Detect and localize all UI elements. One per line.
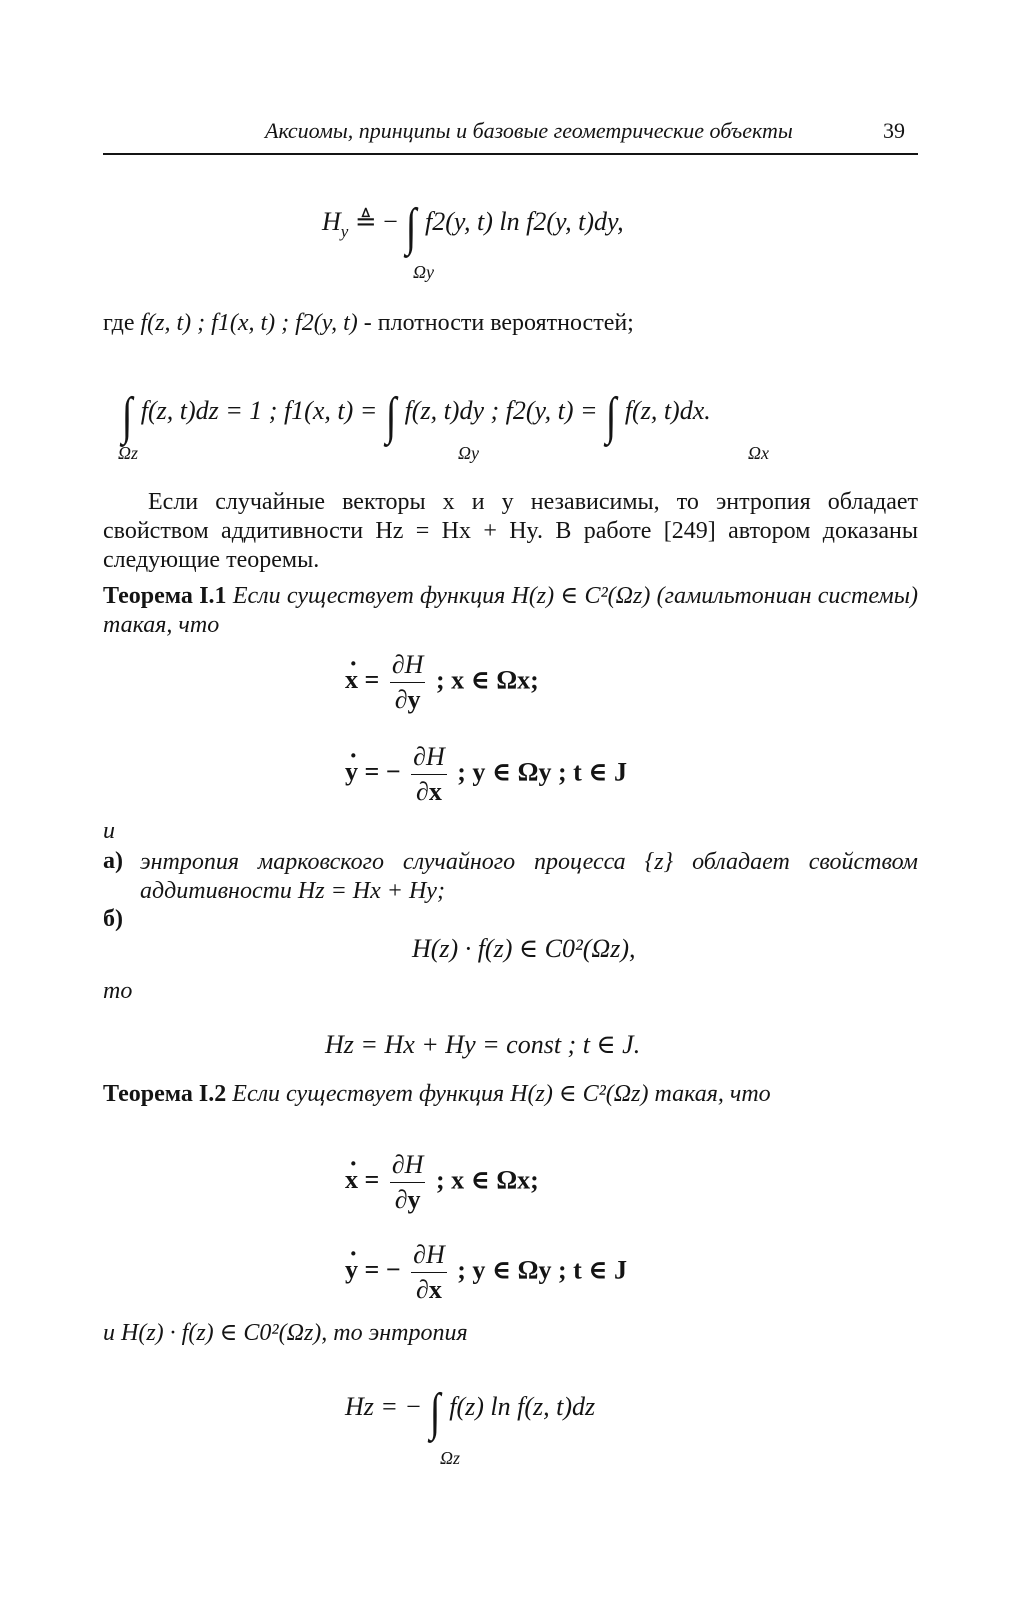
fraction — [390, 650, 426, 715]
integral-sign-icon: ∫ — [605, 388, 617, 445]
theorem-1-item-b-eq: H(z) · f(z) ∈ C0²(Ωz), — [412, 934, 636, 963]
eq-x-lhs: x = · — [345, 1165, 379, 1194]
integral-sign-icon: ∫ — [406, 199, 417, 256]
where-terms: f(z, t) ; f1(x, t) ; f2(y, t) — [140, 310, 358, 336]
eq-lhs-sub: y — [340, 222, 349, 241]
fraction-denominator: ∂x — [416, 777, 442, 806]
theorem-1-statement — [103, 582, 918, 640]
integral-sign-icon: ∫ — [121, 388, 133, 445]
theorem-2-statement — [103, 1080, 918, 1109]
eq-x-condition: ; x ∈ Ωx; — [435, 665, 539, 695]
theorem-1-text: Если существует функция H(z) ∈ C²(Ωz) (гамильтониан системы) такая, что — [103, 583, 918, 638]
fraction — [390, 1150, 426, 1215]
fraction-numerator: ∂H — [411, 1240, 447, 1273]
integral-limit: Ωz — [440, 1448, 461, 1468]
theorem-2-eq-x — [345, 1150, 539, 1215]
fraction — [411, 742, 447, 807]
theorem-1-eq-y — [345, 742, 627, 807]
fraction — [411, 1240, 447, 1305]
theorem-1-eq-x — [345, 650, 539, 715]
eq-y-condition: ; y ∈ Ωy ; t ∈ J — [457, 757, 628, 787]
eq-integrand: f2(y, t) ln f2(y, t)dy, — [425, 207, 624, 236]
final-lhs: Hz = − — [345, 1392, 422, 1421]
header-rule — [103, 153, 918, 155]
theorem-2-final-eq — [345, 1384, 596, 1441]
eq-y-condition: ; y ∈ Ωy ; t ∈ J — [457, 1255, 628, 1285]
theorem-1-then: то — [103, 978, 133, 1004]
fraction-denominator: ∂y — [394, 1185, 421, 1214]
integral-limit: Ωy — [413, 262, 435, 282]
theorem-2-eq-y — [345, 1240, 627, 1305]
final-integrand: f(z) ln f(z, t)dz — [449, 1392, 596, 1421]
eq-lhs: H — [322, 207, 341, 236]
theorem-1-and: и — [103, 818, 115, 844]
equation-entropy-y — [322, 199, 624, 256]
integral-sign-icon: ∫ — [430, 1384, 441, 1441]
page-number: 39 — [883, 118, 905, 143]
paragraph-additivity: Если случайные векторы x и y независимы, то энтропия обладает свойством аддитивности Hz = Hx + Hy. В работе [249] автором доказаны следующие теоремы. — [103, 489, 918, 573]
theorem-1-result: Hz = Hx + Hy = const ; t ∈ J. — [325, 1030, 641, 1059]
eq-part2: f(z, t)dy ; f2(y, t) = — [404, 396, 598, 425]
eq-x-condition: ; x ∈ Ωx; — [435, 1165, 539, 1195]
fraction-numerator: ∂H — [390, 1150, 426, 1183]
theorem-1-label: Теорема I.1 — [103, 583, 227, 609]
eq-y-lhs: y = − · — [345, 757, 401, 786]
theorem-1-item-b-label: б) — [103, 906, 123, 932]
integral-limit: Ωz — [118, 443, 139, 463]
where-prefix: где — [103, 310, 135, 336]
eq-def-sign: ≜ − — [354, 207, 398, 236]
theorem-1-item-a-text: энтропия марковского случайного процесса {z} обладает свойством аддитивности Hz = Hx + Hy; — [140, 849, 918, 904]
running-header-title: Аксиомы, принципы и базовые геометрические объекты — [265, 118, 793, 143]
theorem-1-item-a-label: а) — [103, 848, 123, 874]
equation-marginals — [120, 388, 711, 445]
eq-y-lhs: y = − · — [345, 1255, 401, 1284]
theorem-2-text: Если существует функция H(z) ∈ C²(Ωz) такая, что — [232, 1081, 771, 1107]
theorem-2-condition: и H(z) · f(z) ∈ C0²(Ωz), то энтропия — [103, 1320, 468, 1346]
integral-limit: Ωx — [748, 443, 770, 463]
fraction-numerator: ∂H — [411, 742, 447, 775]
fraction-denominator: ∂x — [416, 1275, 442, 1304]
theorem-2-label: Теорема I.2 — [103, 1081, 227, 1107]
eq-part1: f(z, t)dz = 1 ; f1(x, t) = — [140, 396, 378, 425]
where-suffix: - плотности вероятностей; — [363, 310, 634, 336]
fraction-numerator: ∂H — [390, 650, 426, 683]
integral-limit: Ωy — [458, 443, 480, 463]
integral-sign-icon: ∫ — [385, 388, 397, 445]
eq-x-lhs: x = · — [345, 665, 379, 694]
where-line — [103, 310, 634, 337]
fraction-denominator: ∂y — [394, 685, 421, 714]
eq-part3: f(z, t)dx. — [624, 396, 711, 425]
